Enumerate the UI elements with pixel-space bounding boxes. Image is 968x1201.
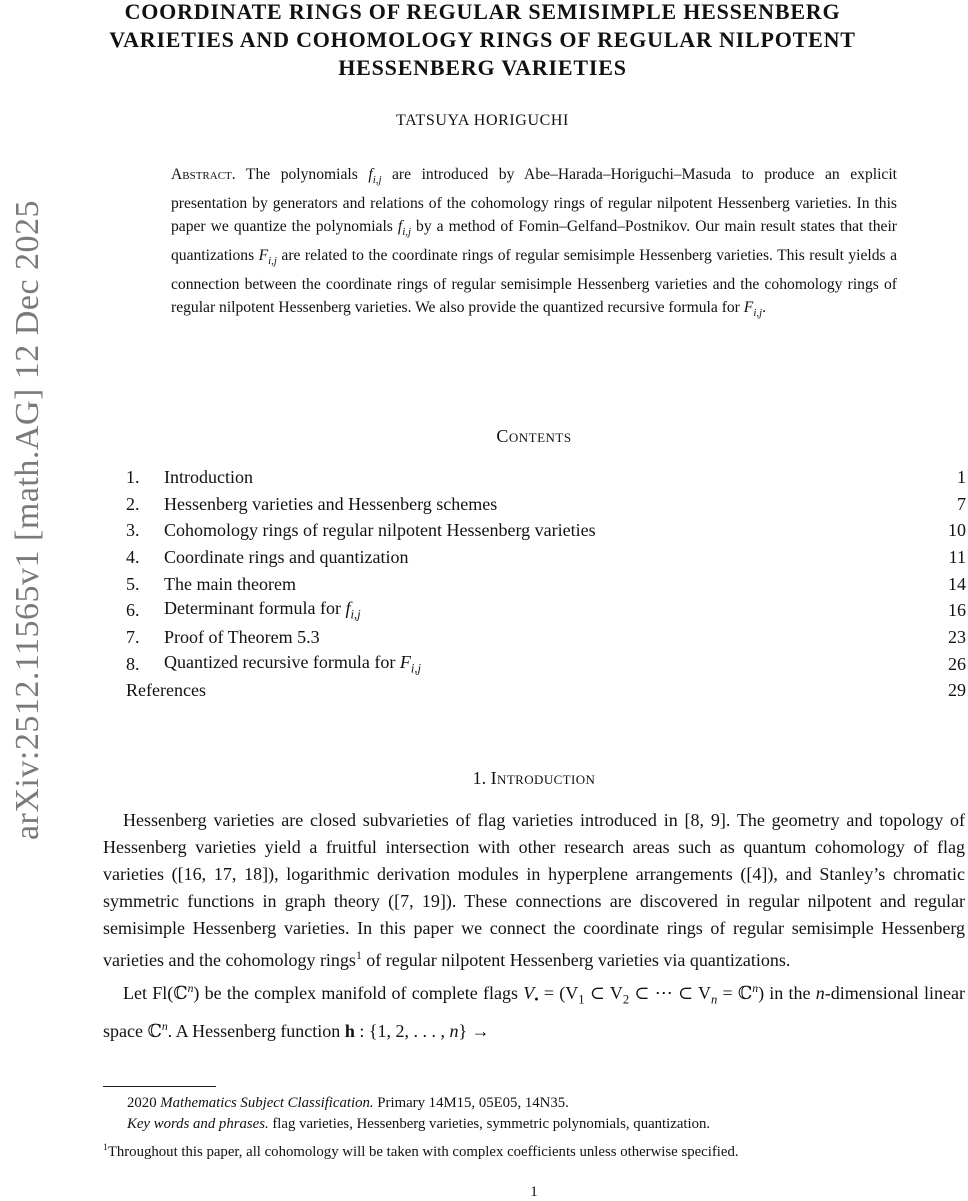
arxiv-identifier: arXiv:2512.11565v1 [math.AG] 12 Dec 2025 xyxy=(9,199,46,841)
footnote-marker[interactable]: 1 xyxy=(355,949,362,963)
footnote-keywords: Key words and phrases. flag varieties, Hessenberg varieties, symmetric polynomials, quantization. xyxy=(127,1116,711,1132)
toc-entry-main-theorem[interactable]: 5. The main theorem 14 xyxy=(126,573,966,594)
toc-entry-introduction[interactable]: 1. Introduction 1 xyxy=(126,466,966,487)
footnote-1: $^1$Throughout this paper, all cohomology will be taken with complex coefficients unless otherwise specified. xyxy=(103,1142,739,1160)
toc-entry-coordinate-rings[interactable]: 4. Coordinate rings and quantization 11 xyxy=(126,546,966,567)
toc-entry-determinant-formula[interactable]: 6. Determinant formula for $f_{i,j}$ 16 xyxy=(126,598,966,623)
toc-entry-hessenberg-varieties[interactable]: 2. Hessenberg varieties and Hessenberg schemes 7 xyxy=(126,493,966,514)
page-number: 1 xyxy=(530,1184,538,1200)
author-name: TATSUYA HORIGUCHI xyxy=(396,112,569,129)
title-line-3: HESSENBERG VARIETIES xyxy=(338,55,627,80)
introduction-paragraph-2: Let Fl(ℂ$^n$) be the complex manifold of complete flags $V_• = (V_1$ ⊂ $V_2$ ⊂ ⋯ ⊂ $V_n$ = ℂ$^n$) in the n-dimensional linear space ℂ$^n$. A Hessenberg function h : {1, 2, . . . , n} → xyxy=(103,981,965,1042)
paper-title xyxy=(100,0,865,82)
footnote-msc: 2020 Mathematics Subject Classification. Primary 14M15, 05E05, 14N35. xyxy=(127,1095,569,1111)
title-line-2: VARIETIES AND COHOMOLOGY RINGS OF REGULAR NILPOTENT xyxy=(109,27,856,52)
toc-entry-proof-theorem[interactable]: 7. Proof of Theorem 5.3 23 xyxy=(126,626,966,647)
title-line-1: COORDINATE RINGS OF REGULAR SEMISIMPLE HESSENBERG xyxy=(124,0,841,24)
section-heading: 1. Introduction xyxy=(472,768,596,788)
contents-heading: Contents xyxy=(496,426,572,446)
introduction-paragraph-1: Hessenberg varieties are closed subvarieties of flag varieties introduced in [8, 9]. The geometry and topology of Hessenberg varieties yield a fruitful intersection with other research areas such as quantum cohomology of flag varieties ([16, 17, 18]), logarithmic derivation modules in hyperplene arrangements ([4]), and Stanley’s chromatic symmetric functions in graph theory ([7, 19]). These connections are discovered in regular nilpotent and regular semisimple Hessenberg varieties. In this paper we connect the coordinate rings of regular semisimple Hessenberg varieties and the cohomology rings$^1$ of regular nilpotent Hessenberg varieties via quantizations. xyxy=(103,810,965,971)
toc-entry-cohomology-rings[interactable]: 3. Cohomology rings of regular nilpotent Hessenberg varieties 10 xyxy=(126,520,966,541)
table-of-contents xyxy=(126,464,966,704)
toc-entry-quantized-formula[interactable]: 8. Quantized recursive formula for $F_{i,j}$ 26 xyxy=(126,651,966,676)
abstract: Abstract. The polynomials $f_{i,j}$ are introduced by Abe–Harada–Horiguchi–Masuda to produce an explicit presentation by generators and relations of the cohomology rings of regular nilpotent Hessenberg varieties. In this paper we quantize the polynomials $f_{i,j}$ by a method of Fomin–Gelfand–Postnikov. Our main result states that their quantizations $F_{i,j}$ are related to the coordinate rings of regular semisimple Hessenberg varieties. This result yields a connection between the coordinate rings of regular semisimple Hessenberg varieties and the cohomology rings of regular nilpotent Hessenberg varieties. We also provide the quantized recursive formula for $F_{i,j}$. xyxy=(171,166,898,320)
toc-entry-references[interactable]: References 29 xyxy=(126,680,966,701)
footnote-rule xyxy=(103,1086,216,1087)
arxiv-sidebar xyxy=(6,150,50,890)
abstract-label: Abstract xyxy=(171,166,232,183)
introduction-body xyxy=(103,807,965,1045)
